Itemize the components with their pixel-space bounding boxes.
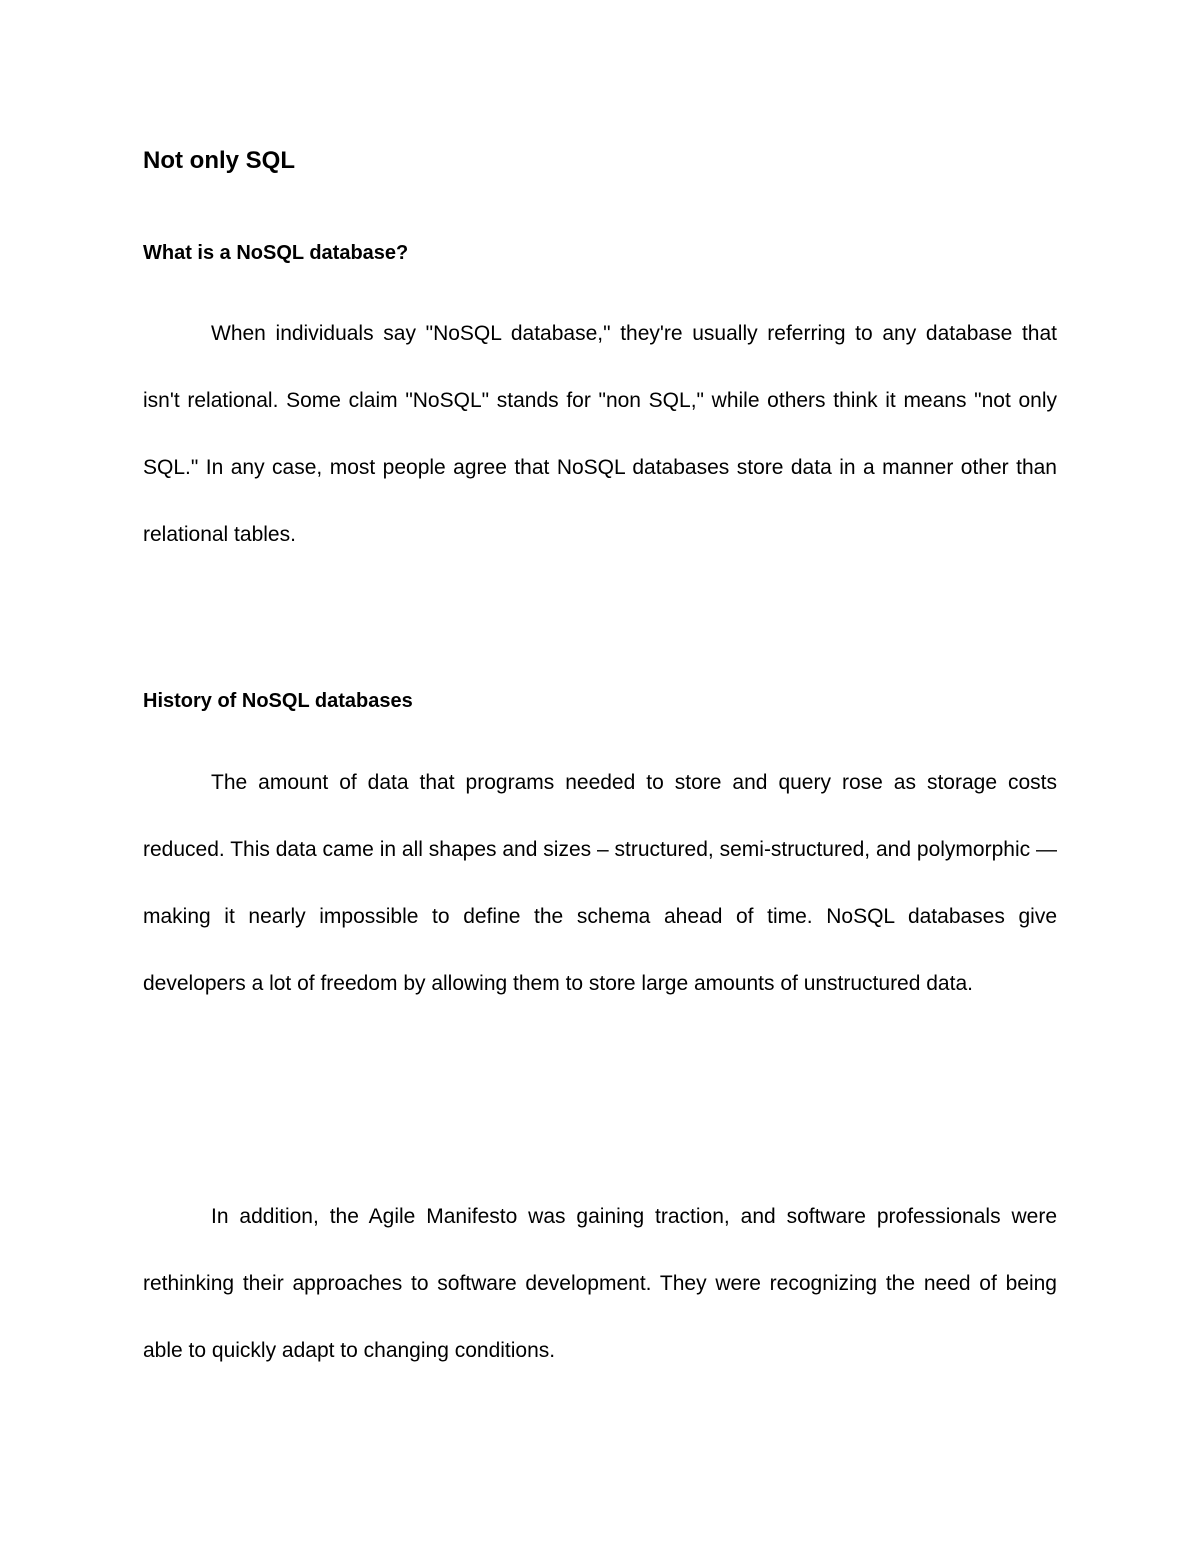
paragraph-history-2: In addition, the Agile Manifesto was gaining traction, and software professionals were rethinking their approaches to software development. They were recognizing the need of being able to quickly adapt to changing conditions. <box>143 1205 1057 1362</box>
paragraph-what-is-nosql: When individuals say "NoSQL database," they're usually referring to any database that isn't relational. Some claim "NoSQL" stands for "non SQL," while others think it means "not only SQL." In any case, most people agree that NoSQL databases store data in a manner other than relational tables. <box>143 322 1057 546</box>
section-heading-history: History of NoSQL databases <box>143 690 413 712</box>
paragraph-history-1: The amount of data that programs needed to store and query rose as storage costs reduced. This data came in all shapes and sizes – structured, semi-structured, and polymorphic — making it nearly impossible to define the schema ahead of time. NoSQL databases give developers a lot of freedom by allowing them to store large amounts of unstructured data. <box>143 771 1057 995</box>
document-page <box>143 0 1057 1553</box>
section-heading-what-is-nosql: What is a NoSQL database? <box>143 242 409 264</box>
document-title: Not only SQL <box>143 147 295 174</box>
